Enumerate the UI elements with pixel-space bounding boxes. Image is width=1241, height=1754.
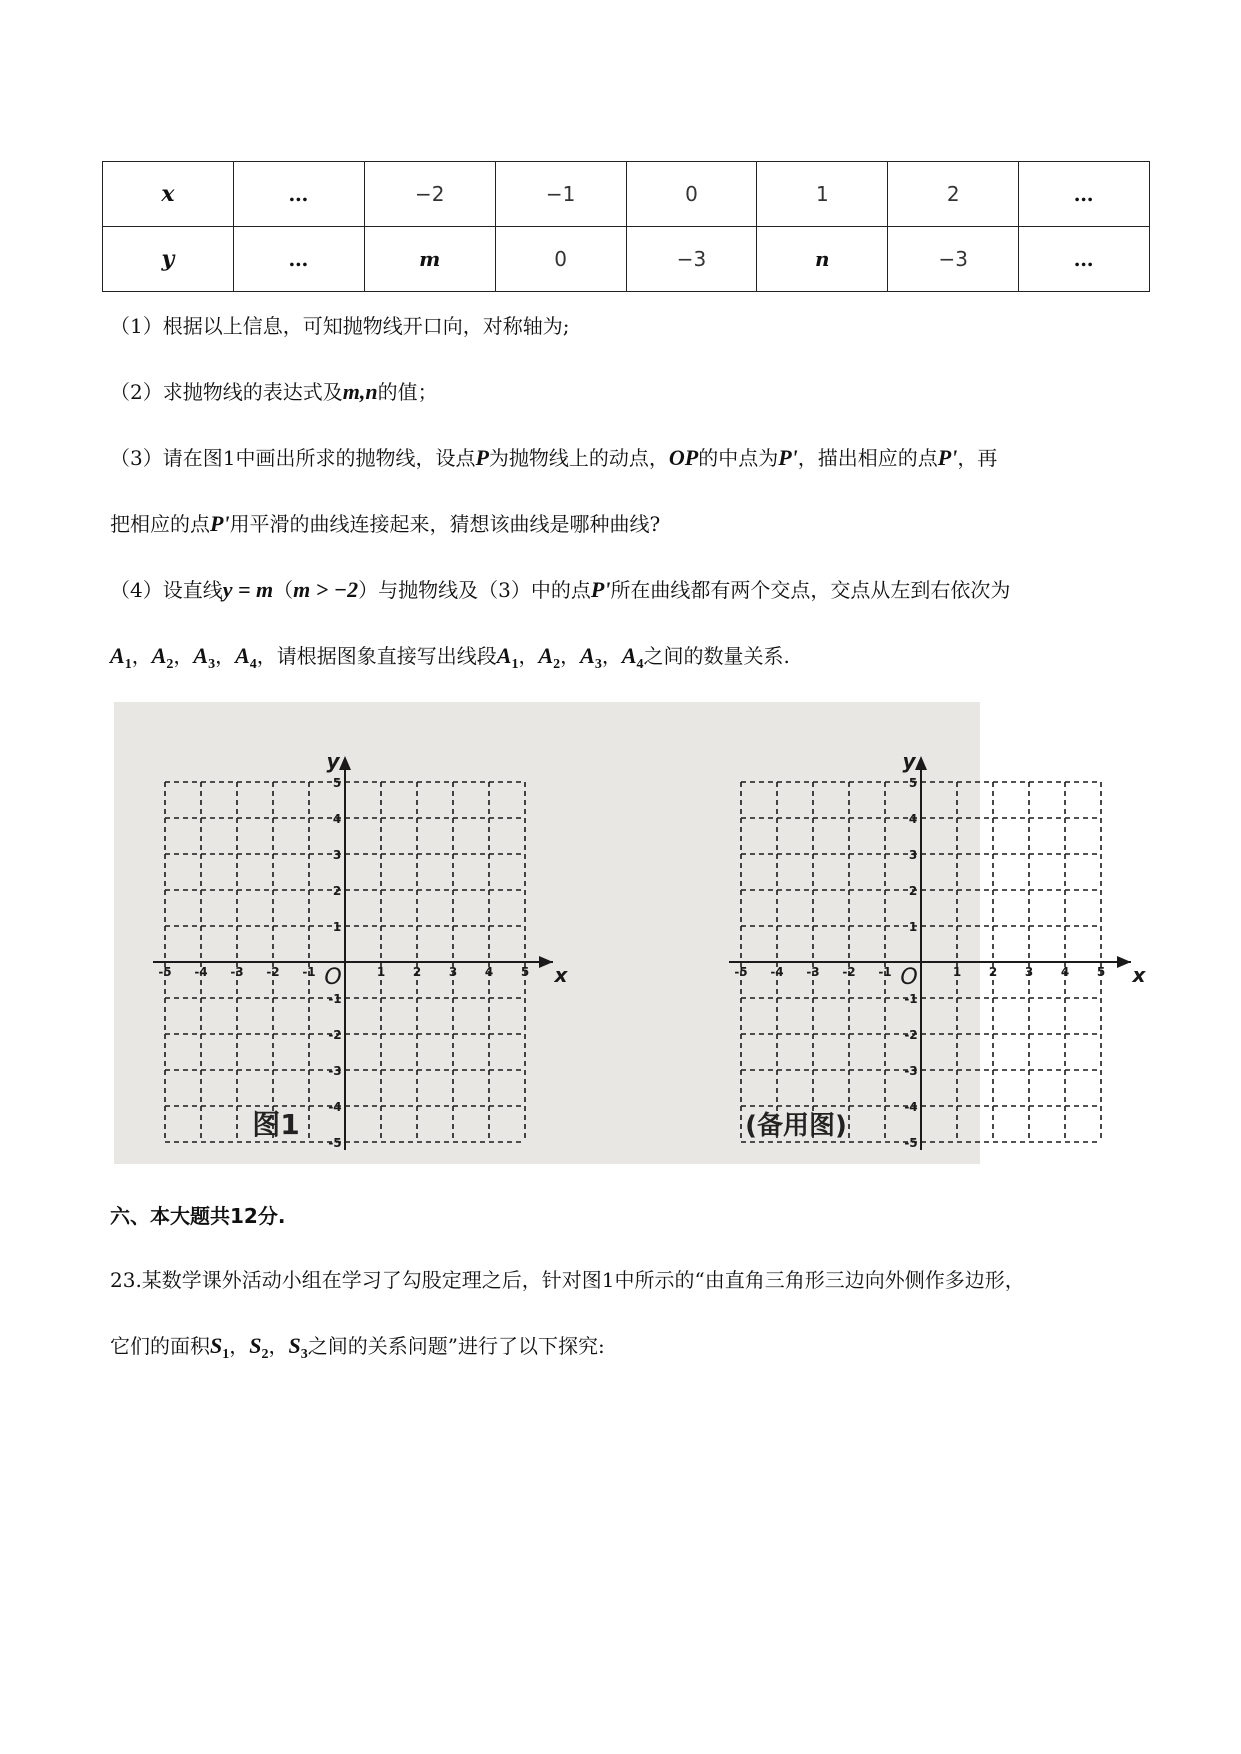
cell: m: [364, 227, 495, 292]
y-tick-label: -4: [904, 1100, 918, 1114]
y-tick-label: 4: [908, 812, 918, 826]
x-tick-label: -5: [734, 965, 748, 979]
y-tick-label: 1: [332, 920, 342, 934]
math-A3: $A_3$: [193, 643, 216, 672]
math-S3: $S_3$: [288, 1333, 308, 1362]
q4-text: （4）设直线: [110, 578, 223, 602]
x-tick-label: 4: [1060, 965, 1070, 979]
q3-text: ，描出相应的点: [797, 446, 938, 470]
y-tick-label: 2: [908, 884, 918, 898]
q23-text: 之间的关系问题”进行了以下探究:: [307, 1334, 605, 1358]
q23-text: 它们的面积: [110, 1334, 210, 1358]
question-2: [110, 378, 1140, 406]
y-tick-label: -3: [328, 1064, 342, 1078]
math-P-prime: P': [778, 445, 798, 470]
y-tick-label: -1: [904, 992, 918, 1006]
math-S2: $S_2$: [249, 1333, 269, 1362]
q3-text: （3）请在图1中画出所求的抛物线，设点: [110, 446, 476, 470]
q3-text: 把相应的点: [110, 512, 210, 536]
math-A4: $A_4$: [621, 643, 644, 672]
question-3-line-1: [110, 444, 1140, 472]
q2-text: （2）求抛物线的表达式及: [110, 380, 343, 404]
x-tick-label: 5: [520, 965, 530, 979]
table-row-x: [103, 162, 1150, 227]
question-23-line-2: 它们的面积$S_1$，$S_2$，$S_3$之间的关系问题”进行了以下探究:: [110, 1333, 605, 1362]
x-tick-label: 1: [376, 965, 386, 979]
y-tick-label: 5: [332, 776, 342, 790]
question-1: [110, 312, 1140, 340]
math-P: P: [475, 445, 489, 470]
x-axis-label: x: [554, 963, 568, 987]
figure-background: [114, 702, 980, 1164]
q3-text: 为抛物线上的动点，: [488, 446, 669, 470]
math-A2: $A_2$: [151, 643, 174, 672]
math-condition: m > −2: [293, 577, 359, 602]
question-4-line-1: [110, 576, 1140, 604]
x-tick-label: 1: [952, 965, 962, 979]
math-A3: $A_3$: [580, 643, 602, 672]
cell: −2: [364, 162, 495, 227]
q4-text: （: [273, 578, 294, 602]
cell: …: [1019, 162, 1150, 227]
value-table: [102, 161, 1150, 292]
x-tick-label: 5: [1096, 965, 1106, 979]
figure-1-caption: 图1: [252, 1108, 300, 1141]
x-tick-label: -3: [806, 965, 820, 979]
section-heading: 六、本大题共12分.: [110, 1204, 286, 1228]
y-tick-label: 3: [908, 848, 918, 862]
y-tick-label: 3: [332, 848, 342, 862]
q3-text: 的中点为: [698, 446, 779, 470]
cell: 2: [888, 162, 1019, 227]
math-P-prime: P': [210, 511, 230, 536]
y-tick-label: -5: [904, 1136, 918, 1150]
math-line-eq: y = m: [222, 577, 274, 602]
x-tick-label: -4: [770, 965, 784, 979]
q2-text-end: 的值；: [377, 380, 438, 404]
cell: 0: [495, 227, 626, 292]
x-tick-label: 2: [412, 965, 422, 979]
q4-text: 所在曲线都有两个交点，交点从左到右依次为: [610, 578, 1011, 602]
y-tick-label: 5: [908, 776, 918, 790]
x-tick-label: -3: [230, 965, 244, 979]
math-P-prime: P': [590, 577, 611, 602]
math-mn: m,n: [342, 379, 378, 404]
x-tick-label: 2: [988, 965, 998, 979]
cell: n: [757, 227, 888, 292]
cell-y-header: y: [103, 227, 234, 292]
math-P-prime: P': [937, 445, 958, 470]
math-S1: $S_1$: [210, 1333, 230, 1362]
question-23-line-1: [110, 1266, 1140, 1294]
q3-text: 用平滑的曲线连接起来，猜想该曲线是哪种曲线?: [229, 512, 661, 536]
cell: −3: [626, 227, 757, 292]
cell: −3: [888, 227, 1019, 292]
cell: 0: [626, 162, 757, 227]
math-A4: $A_4$: [235, 643, 257, 672]
cell: …: [1019, 227, 1150, 292]
q23-text: 23.某数学课外活动小组在学习了勾股定理之后，针对图1中所示的“由直角三角形三边向外侧作多边形，: [110, 1268, 1025, 1292]
question-3-line-2: [110, 510, 1140, 538]
y-axis-label: y: [326, 749, 340, 773]
cell: …: [233, 162, 364, 227]
q1-text: （1）根据以上信息，可知抛物线开口向，对称轴为;: [110, 314, 570, 338]
y-tick-label: -2: [904, 1028, 918, 1042]
q4-text: 之间的数量关系.: [643, 644, 790, 668]
x-tick-label: -1: [878, 965, 892, 979]
table-row-y: [103, 227, 1150, 292]
x-tick-label: -1: [302, 965, 316, 979]
x-axis-label: x: [1132, 963, 1146, 987]
grid-figure: [114, 702, 1146, 1164]
q4-text: ，请根据图象直接写出线段: [256, 644, 497, 668]
q4-text: ）与抛物线及（3）中的点: [358, 578, 591, 602]
backup-figure-caption: (备用图): [745, 1111, 847, 1141]
cell-x-header: x: [103, 162, 234, 227]
y-tick-label: 1: [908, 920, 918, 934]
y-tick-label: -3: [904, 1064, 918, 1078]
math-A1: $A_1$: [496, 643, 519, 672]
y-axis-label: y: [902, 749, 916, 773]
math-OP: OP: [668, 445, 699, 470]
x-tick-label: 3: [1024, 965, 1034, 979]
x-tick-label: -2: [266, 965, 280, 979]
x-axis-arrow-icon: [1117, 956, 1131, 968]
x-tick-label: -4: [194, 965, 208, 979]
q3-text: ，再: [957, 446, 998, 470]
math-A1: $A_1$: [110, 643, 132, 672]
cell: …: [233, 227, 364, 292]
cell: 1: [757, 162, 888, 227]
y-tick-label: -2: [328, 1028, 342, 1042]
x-tick-label: -5: [158, 965, 172, 979]
question-4-line-2: $A_1$，$A_2$，$A_3$，$A_4$，请根据图象直接写出线段$A_1$，$A_2$，$A_3$，$A_4$之间的数量关系.: [110, 643, 790, 672]
y-tick-label: -1: [328, 992, 342, 1006]
cell: −1: [495, 162, 626, 227]
origin-label: O: [900, 965, 918, 990]
y-tick-label: 2: [332, 884, 342, 898]
y-tick-label: -5: [328, 1136, 342, 1150]
math-A2: $A_2$: [538, 643, 561, 672]
x-tick-label: 3: [448, 965, 458, 979]
x-tick-label: 4: [484, 965, 494, 979]
x-tick-label: -2: [842, 965, 856, 979]
y-tick-label: 4: [332, 812, 342, 826]
origin-label: O: [324, 965, 342, 990]
y-tick-label: -4: [328, 1100, 342, 1114]
